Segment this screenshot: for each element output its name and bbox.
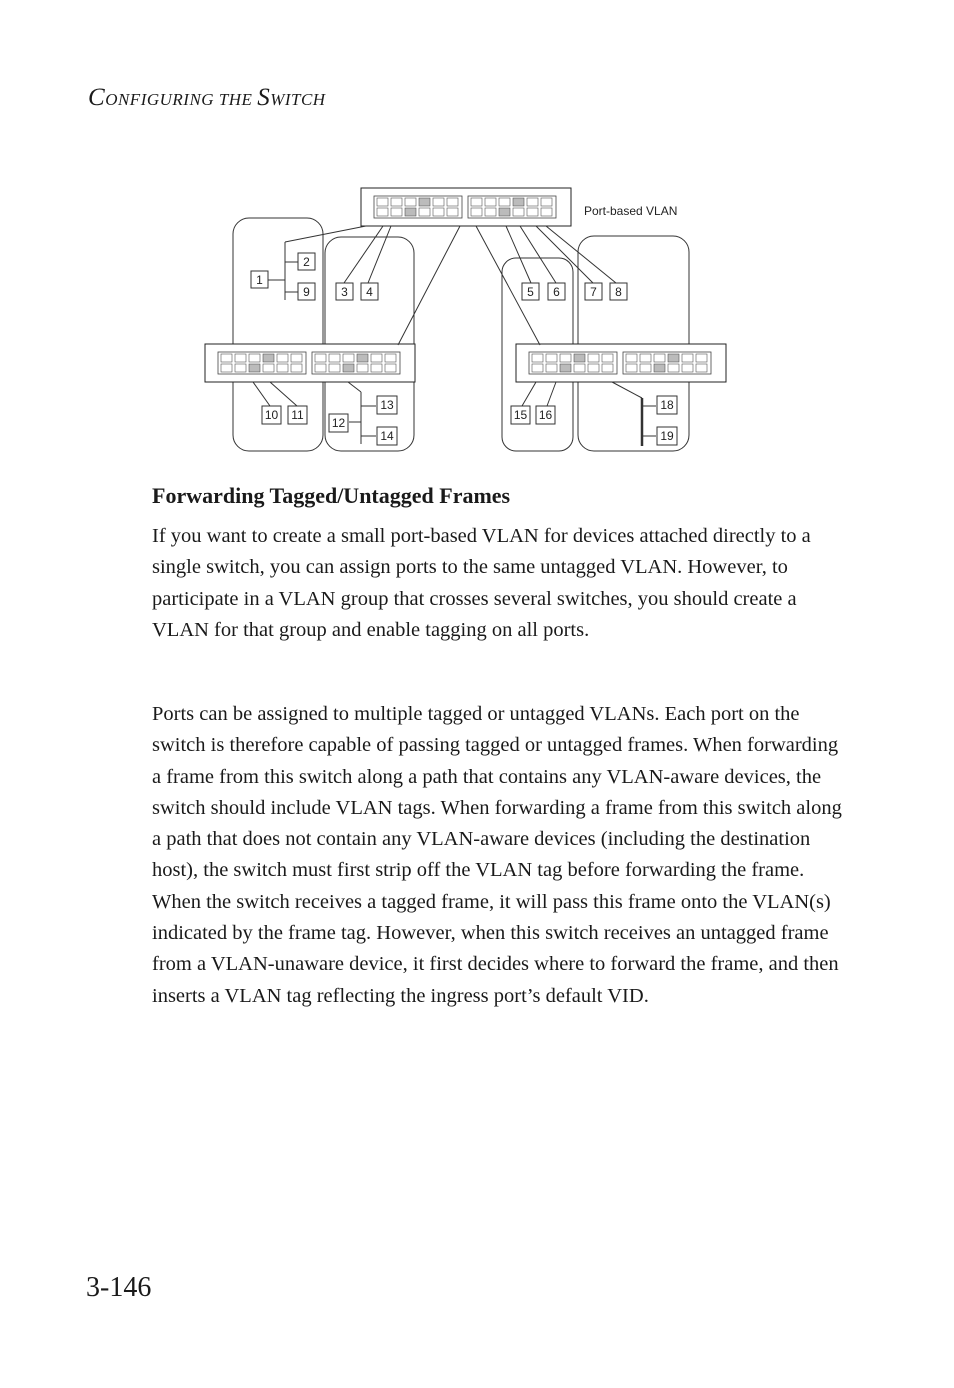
tag-2-text: 2 <box>303 255 310 269</box>
tag-1 <box>251 271 268 288</box>
switch-port <box>541 208 552 216</box>
switch-port <box>405 208 416 216</box>
switch-port <box>654 364 665 372</box>
tag-13-text: 13 <box>380 398 394 412</box>
switch-port <box>668 354 679 362</box>
switch-port <box>682 364 693 372</box>
left-switch <box>205 344 415 382</box>
switch-port <box>513 208 524 216</box>
tag-9-text: 9 <box>303 285 310 299</box>
switch-port <box>291 354 302 362</box>
switch-port <box>485 198 496 206</box>
paragraph-1: If you want to create a small port-based VLAN for devices attached directly to a single switch, you can assign ports to the same untagged VLAN. However, to participate in a VLAN group that crosses several switches, you should create a VLAN for that group and enable tagging on all ports. <box>152 525 811 641</box>
switch-port <box>527 208 538 216</box>
switch-port <box>602 354 613 362</box>
tag-11 <box>288 406 307 424</box>
switch-port <box>640 364 651 372</box>
tag-8-text: 8 <box>615 285 622 299</box>
tag-7-text: 7 <box>590 285 597 299</box>
switch-port <box>532 364 543 372</box>
switch-port <box>602 364 613 372</box>
switch-port <box>588 364 599 372</box>
tag-16-text: 16 <box>538 408 553 422</box>
tag-14-text: 14 <box>380 429 394 443</box>
switch-port <box>357 364 368 372</box>
switch-port <box>371 354 382 362</box>
running-head-initial-s: S <box>257 84 271 111</box>
tag-15-text: 15 <box>513 408 528 422</box>
switch-port <box>626 364 637 372</box>
switch-port <box>588 354 599 362</box>
tag-13 <box>377 396 397 414</box>
switch-port <box>391 208 402 216</box>
switch-port <box>315 354 326 362</box>
switch-port <box>513 198 524 206</box>
tag-6-text: 6 <box>553 285 560 299</box>
switch-port <box>668 364 679 372</box>
tag-5-text: 5 <box>527 285 534 299</box>
tag-1-text: 1 <box>256 273 263 287</box>
vlan-diagram <box>0 0 954 470</box>
switch-port <box>574 364 585 372</box>
switch-port <box>249 354 260 362</box>
switch-port <box>291 364 302 372</box>
switch-port <box>277 354 288 362</box>
tag-4-text: 4 <box>366 285 373 299</box>
switch-port <box>654 354 665 362</box>
tag-11-text: 11 <box>291 408 304 422</box>
tag-7 <box>585 283 602 300</box>
switch-port <box>471 208 482 216</box>
running-head-part1: ONFIGURING THE <box>105 90 258 109</box>
switch-port <box>546 364 557 372</box>
switch-port <box>485 208 496 216</box>
switch-port <box>532 354 543 362</box>
tag-2 <box>298 253 315 270</box>
page-number: 3-146 <box>86 1272 152 1303</box>
switch-port <box>471 198 482 206</box>
tag-18-text: 18 <box>660 398 674 412</box>
switch-port <box>541 198 552 206</box>
switch-port <box>682 354 693 362</box>
paragraph-2: Ports can be assigned to multiple tagged or untagged VLANs. Each port on the switch is therefore capable of passing tagged or untagged frames. When forwarding a frame from this switch along a path that contains any VLAN-aware devices, the switch should include VLAN tags. When forwarding a frame from this switch along a path that does not contain any VLAN-aware devices (including the destination host), the switch must first strip off the VLAN tag before forwarding the frame. When the switch receives a tagged frame, it will pass this frame onto the VLAN(s) indicated by the frame tag. However, when this switch receives an untagged frame from a VLAN-unaware device, it first decides where to forward the frame, and then inserts a VLAN tag reflecting the ingress port’s default VID. <box>152 703 842 1007</box>
switch-port <box>560 364 571 372</box>
right-switch <box>516 344 726 382</box>
switch-port <box>277 364 288 372</box>
top-switch <box>361 188 571 226</box>
tag-10-text: 10 <box>264 408 279 422</box>
switch-port <box>377 208 388 216</box>
switch-port <box>377 198 388 206</box>
switch-port <box>343 364 354 372</box>
switch-port <box>640 354 651 362</box>
switch-port <box>385 364 396 372</box>
switch-port <box>221 364 232 372</box>
section-heading: Forwarding Tagged/Untagged Frames <box>152 483 511 508</box>
switch-port <box>221 354 232 362</box>
tag-14 <box>377 427 397 445</box>
tag-6 <box>548 283 565 300</box>
running-head-initial-c: C <box>88 84 106 111</box>
tag-3 <box>336 283 353 300</box>
switch-port <box>560 354 571 362</box>
tag-3-text: 3 <box>341 285 348 299</box>
switch-port <box>343 354 354 362</box>
tag-19-text: 19 <box>660 429 674 443</box>
switch-port <box>546 354 557 362</box>
switch-port <box>263 354 274 362</box>
switch-port <box>235 354 246 362</box>
switch-port <box>405 198 416 206</box>
tag-9 <box>298 283 315 300</box>
switch-port <box>329 364 340 372</box>
tag-16 <box>536 406 555 424</box>
tag-12-text: 12 <box>331 416 346 430</box>
switch-port <box>447 198 458 206</box>
switch-port <box>527 198 538 206</box>
switch-port <box>357 354 368 362</box>
tag-18 <box>657 396 677 414</box>
switch-port <box>499 198 510 206</box>
switch-port <box>626 354 637 362</box>
legend-label: Port-based VLAN <box>584 204 678 218</box>
switch-port <box>235 364 246 372</box>
tag-4 <box>361 283 378 300</box>
running-head-part2: WITCH <box>270 90 326 109</box>
switch-port <box>696 364 707 372</box>
tag-15 <box>511 406 530 424</box>
switch-port <box>329 354 340 362</box>
tag-12 <box>329 414 348 432</box>
switch-port <box>574 354 585 362</box>
switch-port <box>433 208 444 216</box>
tag-8 <box>610 283 627 300</box>
tag-10 <box>262 406 281 424</box>
switch-port <box>419 198 430 206</box>
switch-port <box>263 364 274 372</box>
switch-port <box>249 364 260 372</box>
switch-port <box>385 354 396 362</box>
switch-port <box>433 198 444 206</box>
switch-port <box>419 208 430 216</box>
switch-port <box>391 198 402 206</box>
switch-port <box>447 208 458 216</box>
switch-port <box>315 364 326 372</box>
switch-port <box>371 364 382 372</box>
switch-port <box>499 208 510 216</box>
switch-port <box>696 354 707 362</box>
tag-19 <box>657 427 677 445</box>
tag-5 <box>522 283 539 300</box>
